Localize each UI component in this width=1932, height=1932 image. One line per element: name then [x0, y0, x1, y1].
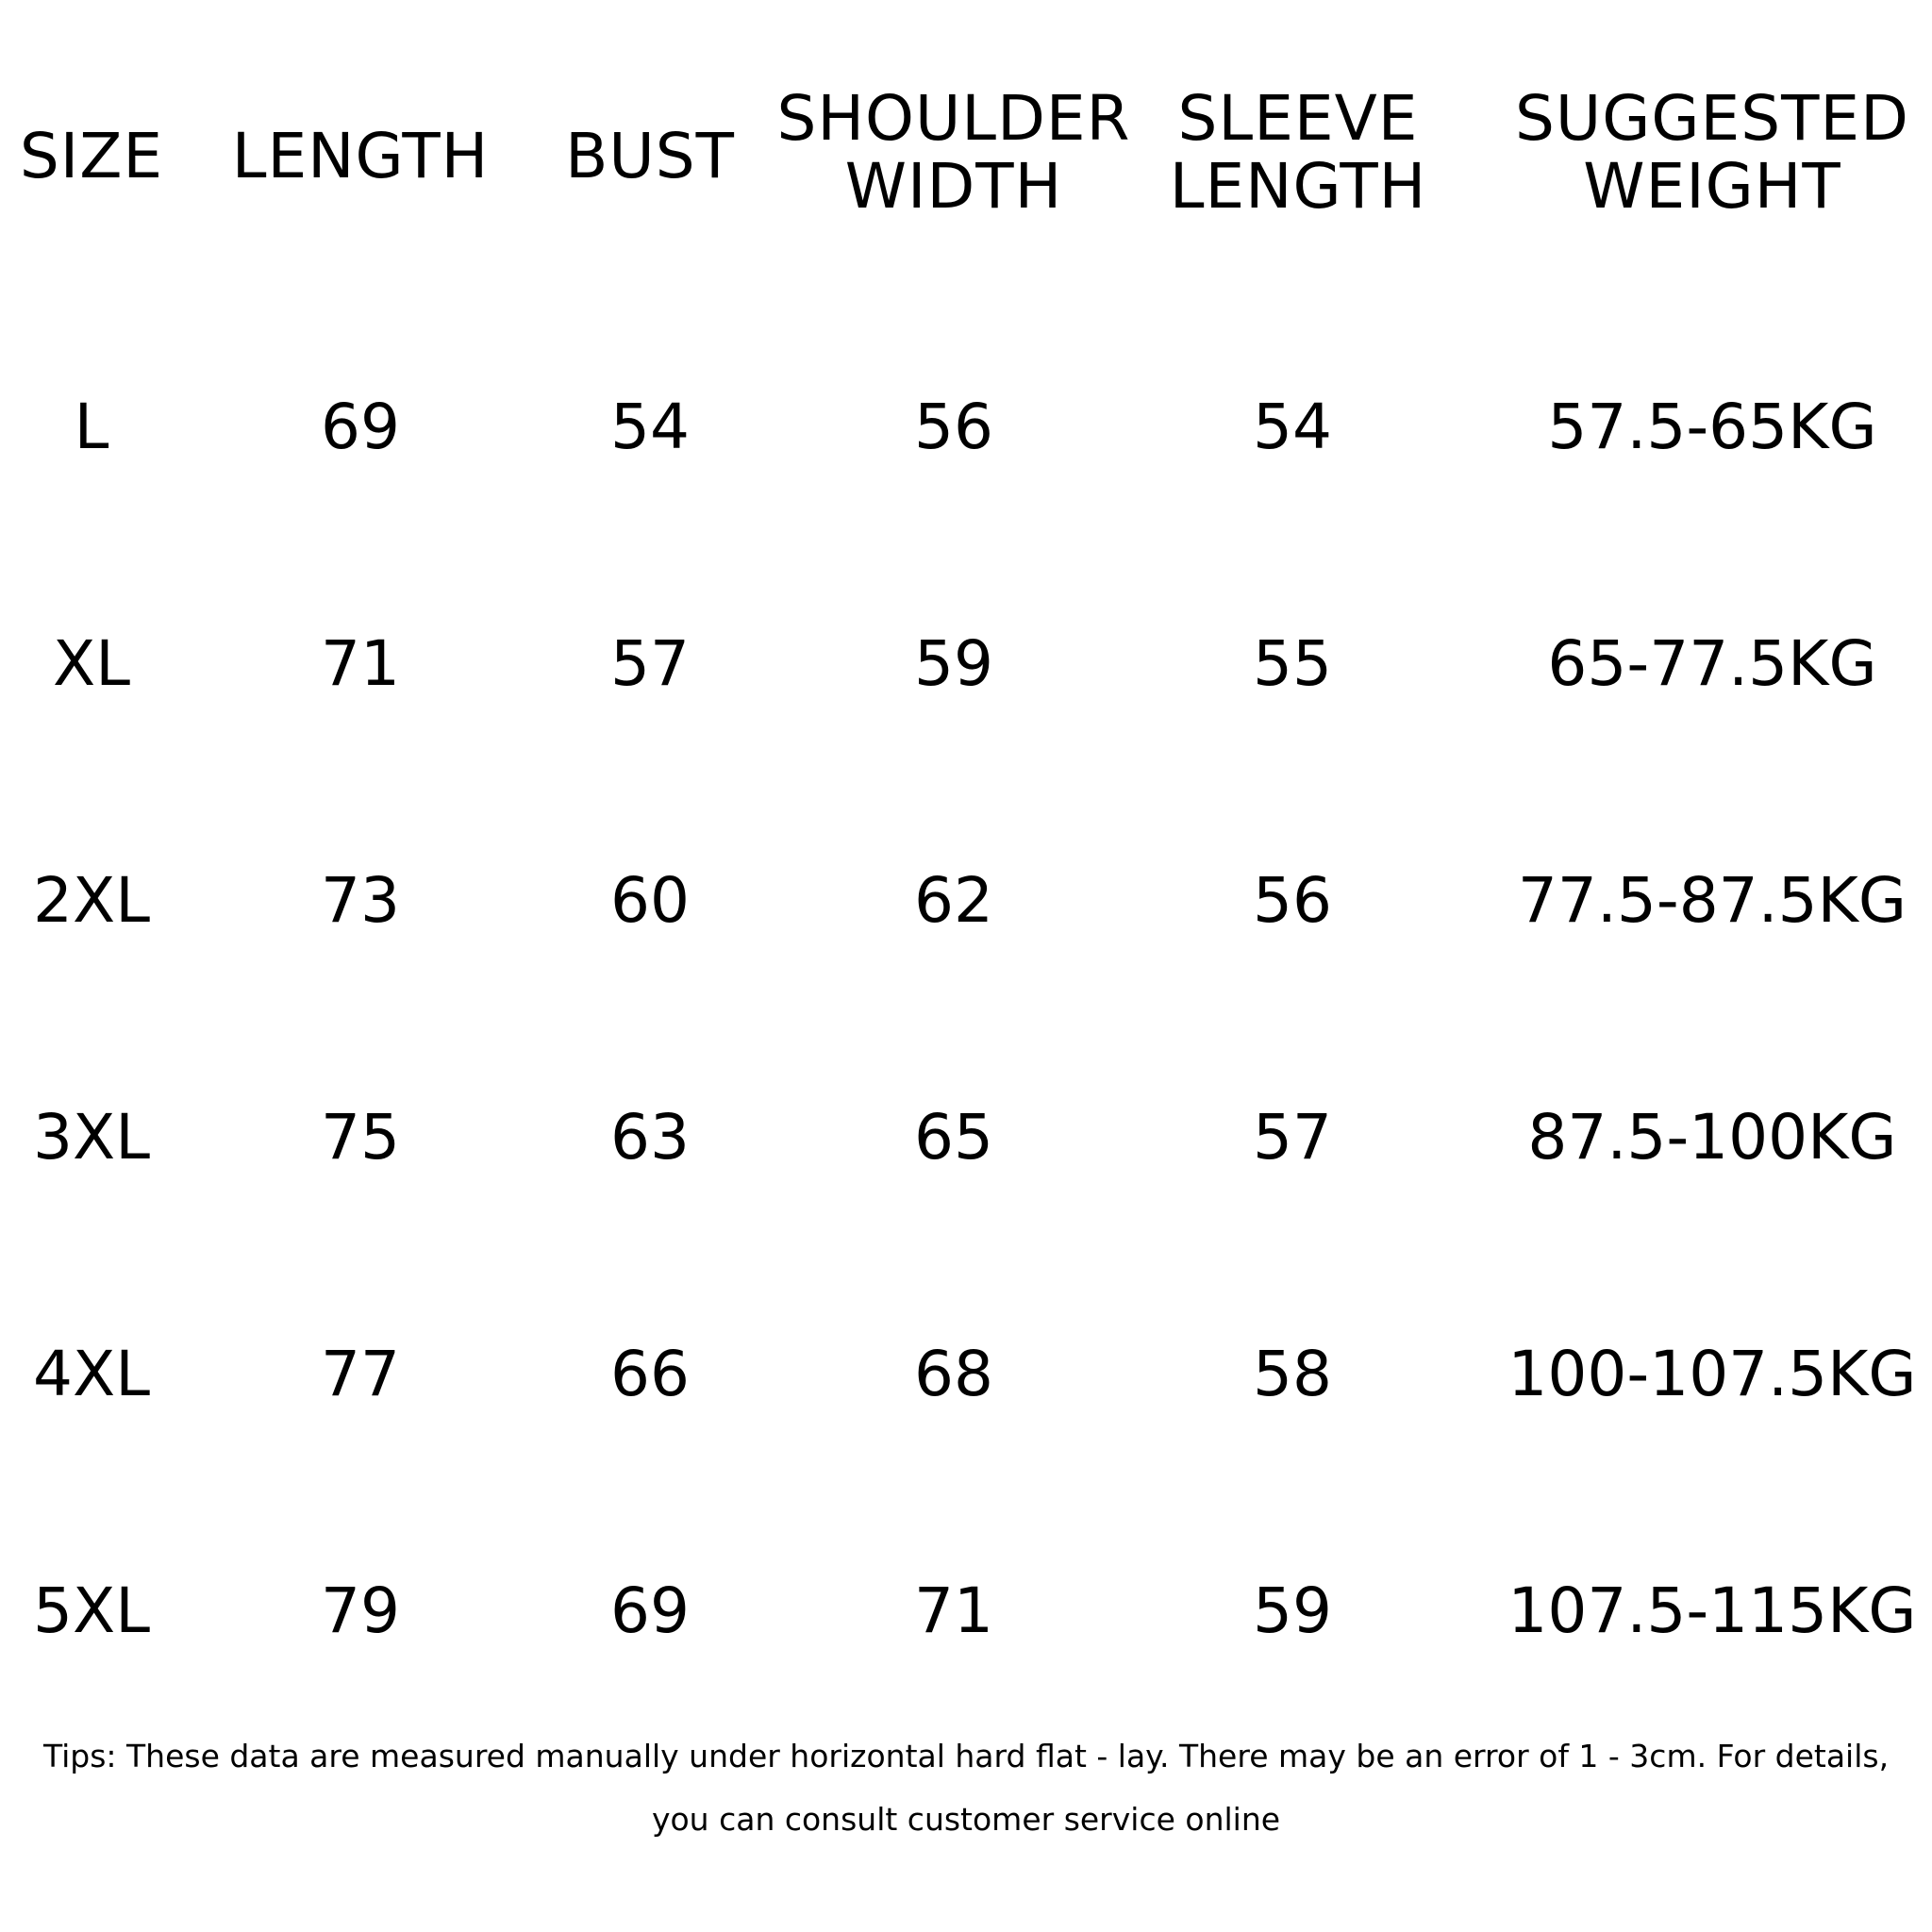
bust-cell: 57: [610, 627, 690, 700]
suggested-weight-cell: 57.5-65KG: [1547, 391, 1877, 463]
sleeve-length-cell: 57: [1253, 1101, 1332, 1174]
size-cell: XL: [53, 627, 130, 700]
length-cell: 73: [321, 864, 400, 937]
shoulder-width-cell: 65: [914, 1101, 993, 1174]
bust-cell: 63: [610, 1101, 690, 1174]
sleeve-length-cell: 55: [1253, 627, 1332, 700]
suggested-weight-cell: 107.5-115KG: [1507, 1574, 1917, 1647]
suggested-weight-cell: 100-107.5KG: [1507, 1338, 1917, 1410]
bust-cell: 54: [610, 391, 690, 463]
bust-cell: 66: [610, 1338, 690, 1410]
size-cell: 3XL: [33, 1101, 150, 1174]
suggested-weight-cell: 65-77.5KG: [1547, 627, 1877, 700]
header-size: SIZE: [19, 120, 164, 192]
table-row: [0, 858, 1932, 943]
sleeve-length-cell: 59: [1253, 1574, 1332, 1647]
table-row: [0, 385, 1932, 470]
size-cell: 2XL: [33, 864, 150, 937]
length-cell: 75: [321, 1101, 400, 1174]
header-suggested-weight: SUGGESTED WEIGHT: [1515, 82, 1909, 223]
measurement-tips-note: Tips: These data are measured manually under horizontal hard flat - lay. There may be an error of 1 - 3cm. For details, you can consult customer service online: [42, 1738, 1890, 1838]
sleeve-length-cell: 56: [1253, 864, 1332, 937]
sleeve-length-cell: 54: [1253, 391, 1332, 463]
shoulder-width-cell: 56: [914, 391, 993, 463]
size-cell: 5XL: [33, 1574, 150, 1647]
size-cell: 4XL: [33, 1338, 150, 1410]
bust-cell: 60: [610, 864, 690, 937]
bust-cell: 69: [610, 1574, 690, 1647]
shoulder-width-cell: 62: [914, 864, 993, 937]
shoulder-width-cell: 59: [914, 627, 993, 700]
header-shoulder-width: SHOULDER WIDTH: [776, 82, 1131, 223]
sleeve-length-cell: 58: [1253, 1338, 1332, 1410]
table-header: [0, 82, 1932, 236]
table-row: [0, 1569, 1932, 1654]
suggested-weight-cell: 77.5-87.5KG: [1517, 864, 1907, 937]
length-cell: 69: [321, 391, 400, 463]
table-row: [0, 1332, 1932, 1417]
suggested-weight-cell: 87.5-100KG: [1527, 1101, 1897, 1174]
table-row: [0, 1095, 1932, 1180]
table-row: [0, 622, 1932, 707]
header-bust: BUST: [565, 120, 735, 192]
length-cell: 79: [321, 1574, 400, 1647]
shoulder-width-cell: 71: [914, 1574, 993, 1647]
shoulder-width-cell: 68: [914, 1338, 993, 1410]
size-cell: L: [74, 391, 109, 463]
length-cell: 71: [321, 627, 400, 700]
length-cell: 77: [321, 1338, 400, 1410]
header-sleeve-length: SLEEVE LENGTH: [1169, 82, 1427, 223]
header-length: LENGTH: [231, 120, 490, 192]
